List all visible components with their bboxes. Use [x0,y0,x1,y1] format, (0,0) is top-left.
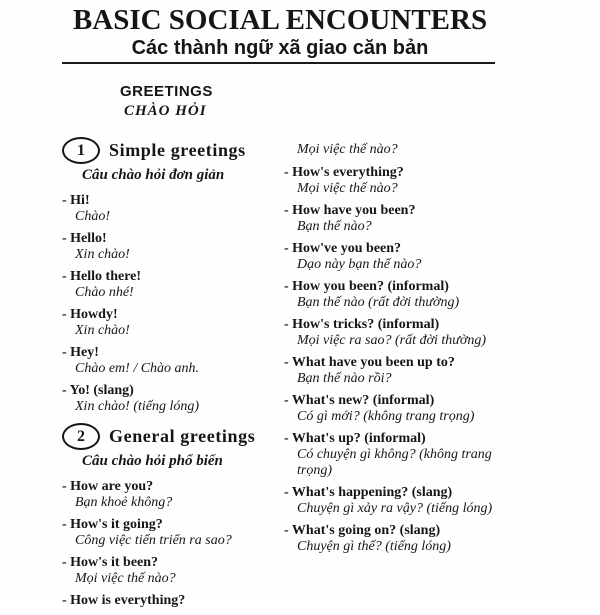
phrase-vi: Bạn thế nào? [297,219,372,234]
phrase-en: - What's happening? (slang) [284,485,453,500]
continuation-line: Mọi việc thế nào? [297,142,398,157]
phrase-en: - Hello! [62,231,107,246]
phrase-en: - How is everything? [62,593,186,608]
section-title-en: GREETINGS [120,83,213,100]
page-title: BASIC SOCIAL ENCOUNTERS [72,4,488,36]
phrase-vi: Mọi việc thế nào? [297,181,398,196]
phrase-vi: Chào nhé! [75,285,134,300]
phrase-vi: Mọi việc thế nào? [75,571,176,586]
phrase-en: - How are you? [62,479,154,494]
phrase-entry [62,269,284,301]
phrase-en: - How's everything? [284,165,404,180]
phrase-entry [62,555,284,587]
phrase-entry [284,485,524,517]
phrase-entry [284,165,524,197]
right-column [284,142,524,561]
header-rule [62,62,495,64]
page-subtitle: Các thành ngữ xã giao căn bản [131,37,429,59]
phrase-en: - How you been? (informal) [284,279,449,294]
phrase-entry [62,517,284,549]
phrase-en: - What's up? (informal) [284,431,426,446]
phrase-entry [284,279,524,311]
phrase-en: - What have you been up to? [284,355,455,370]
phrase-en: - How've you been? [284,241,402,256]
section-heading [120,83,213,120]
group-title: General greetings [109,426,256,446]
phrase-vi: Bạn khoẻ không? [75,495,173,510]
phrase-en: - How's it been? [62,555,159,570]
phrase-vi: Có gì mới? (không trang trọng) [297,409,475,424]
section-title-vi: CHÀO HỎI [124,103,207,119]
phrase-entry [284,431,524,479]
phrase-en: - How have you been? [284,203,416,218]
phrase-entry [284,355,524,387]
phrase-vi: Xin chào! (tiếng lóng) [75,399,200,414]
phrase-vi: Xin chào! [75,323,130,338]
phrase-entry [62,307,284,339]
phrase-vi: Chào! [75,209,110,224]
phrase-vi: Mọi việc ra sao? (rất đời thường) [297,333,486,348]
group-subtitle: Câu chào hỏi phổ biến [82,453,223,469]
phrase-vi: Chuyện gì thế? (tiếng lóng) [297,539,451,554]
left-column [62,137,284,615]
phrase-en: - Howdy! [62,307,118,322]
phrase-vi: Bạn thế nào rồi? [297,371,392,386]
phrase-entry [62,479,284,511]
phrase-entry [284,523,524,555]
phrase-entry [62,593,284,609]
phrase-vi: Chuyện gì xảy ra vậy? (tiếng lóng) [297,501,493,516]
phrase-entry [62,231,284,263]
phrase-en: - What's going on? (slang) [284,523,441,538]
phrase-entry [284,203,524,235]
phrase-vi: Công việc tiến triển ra sao? [75,533,232,548]
phrase-entry [284,241,524,273]
phrase-en: - Yo! (slang) [62,383,134,398]
group-title: Simple greetings [109,140,246,160]
phrase-vi: Dạo này bạn thế nào? [297,257,422,272]
phrase-vi: Bạn thế nào (rất đời thường) [297,295,460,310]
phrase-en: - Hello there! [62,269,142,284]
phrase-entry [284,317,524,349]
group-header-1 [62,137,284,164]
phrase-entry [62,193,284,225]
phrase-en: - Hi! [62,193,90,208]
phrase-en: - Hey! [62,345,99,360]
phrase-entry [62,383,284,415]
phrase-vi: Chào em! / Chào anh. [75,361,200,376]
phrase-entry [62,345,284,377]
phrase-vi: Có chuyện gì không? (không trang trọng) [297,447,492,478]
group-number-badge: 1 [62,137,100,164]
phrase-en: - What's new? (informal) [284,393,435,408]
phrase-en: - How's it going? [62,517,163,532]
group-number-badge: 2 [62,423,100,450]
group-header-2 [62,423,284,450]
group-subtitle: Câu chào hỏi đơn giản [82,167,225,183]
phrase-entry [284,393,524,425]
phrase-vi: Xin chào! [75,247,130,262]
phrase-en: - How's tricks? (informal) [284,317,440,332]
